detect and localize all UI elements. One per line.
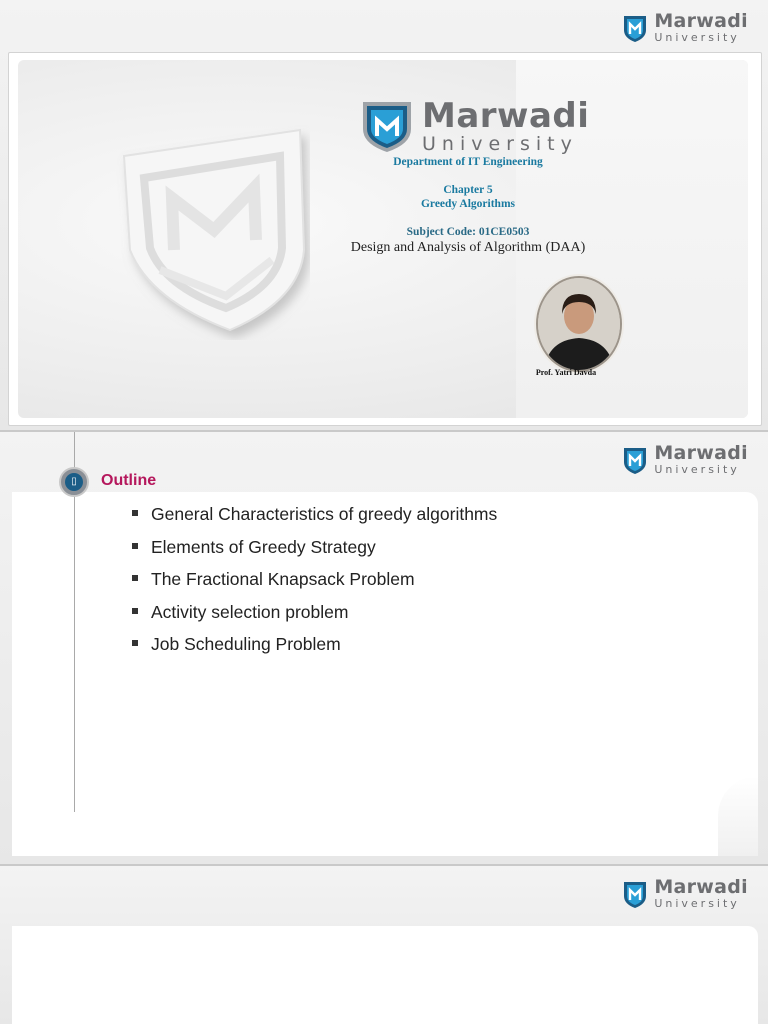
list-item: Elements of Greedy Strategy [130, 533, 497, 566]
next-slide [0, 866, 768, 1024]
brand-name: Marwadi [654, 876, 748, 898]
brand-tagline: University [654, 463, 740, 476]
marwadi-shield-icon [622, 879, 648, 909]
course-title: Design and Analysis of Algorithm (DAA) [350, 240, 586, 255]
list-item: Job Scheduling Problem [130, 630, 497, 663]
outline-list [130, 500, 497, 663]
brand-name: Marwadi [654, 10, 748, 32]
embossed-logo-icon [100, 90, 310, 340]
header-logo [622, 878, 748, 909]
brand-tagline: University [654, 897, 740, 910]
brand-tagline: University [422, 132, 578, 155]
outline-circle-icon: ▯ [59, 467, 89, 497]
list-item: The Fractional Knapsack Problem [130, 565, 497, 598]
chapter-label: Chapter 5 [443, 184, 493, 196]
presenter-name: Prof. Yatri Davda [535, 368, 597, 377]
header-logo [622, 444, 748, 475]
chapter-title: Greedy Algorithms [420, 198, 516, 210]
slide-content-panel [12, 926, 758, 1024]
marwadi-shield-icon [622, 13, 648, 43]
brand-name: Marwadi [654, 442, 748, 464]
person-portrait-icon [538, 278, 620, 370]
title-slide [0, 0, 768, 430]
marwadi-shield-icon [360, 98, 414, 154]
slide-title: Outline [101, 472, 157, 489]
main-logo [360, 95, 590, 155]
presenter-photo [536, 276, 622, 372]
title-block [320, 156, 616, 256]
department-label: Department of IT Engineering [393, 156, 543, 168]
list-item: Activity selection problem [130, 598, 497, 631]
list-item: General Characteristics of greedy algorithms [130, 500, 497, 533]
header-logo [622, 12, 748, 43]
outline-slide [0, 432, 768, 864]
brand-tagline: University [654, 31, 740, 44]
subject-code: Subject Code: 01CE0503 [406, 226, 530, 238]
marwadi-shield-icon [622, 445, 648, 475]
brand-name: Marwadi [422, 95, 590, 136]
